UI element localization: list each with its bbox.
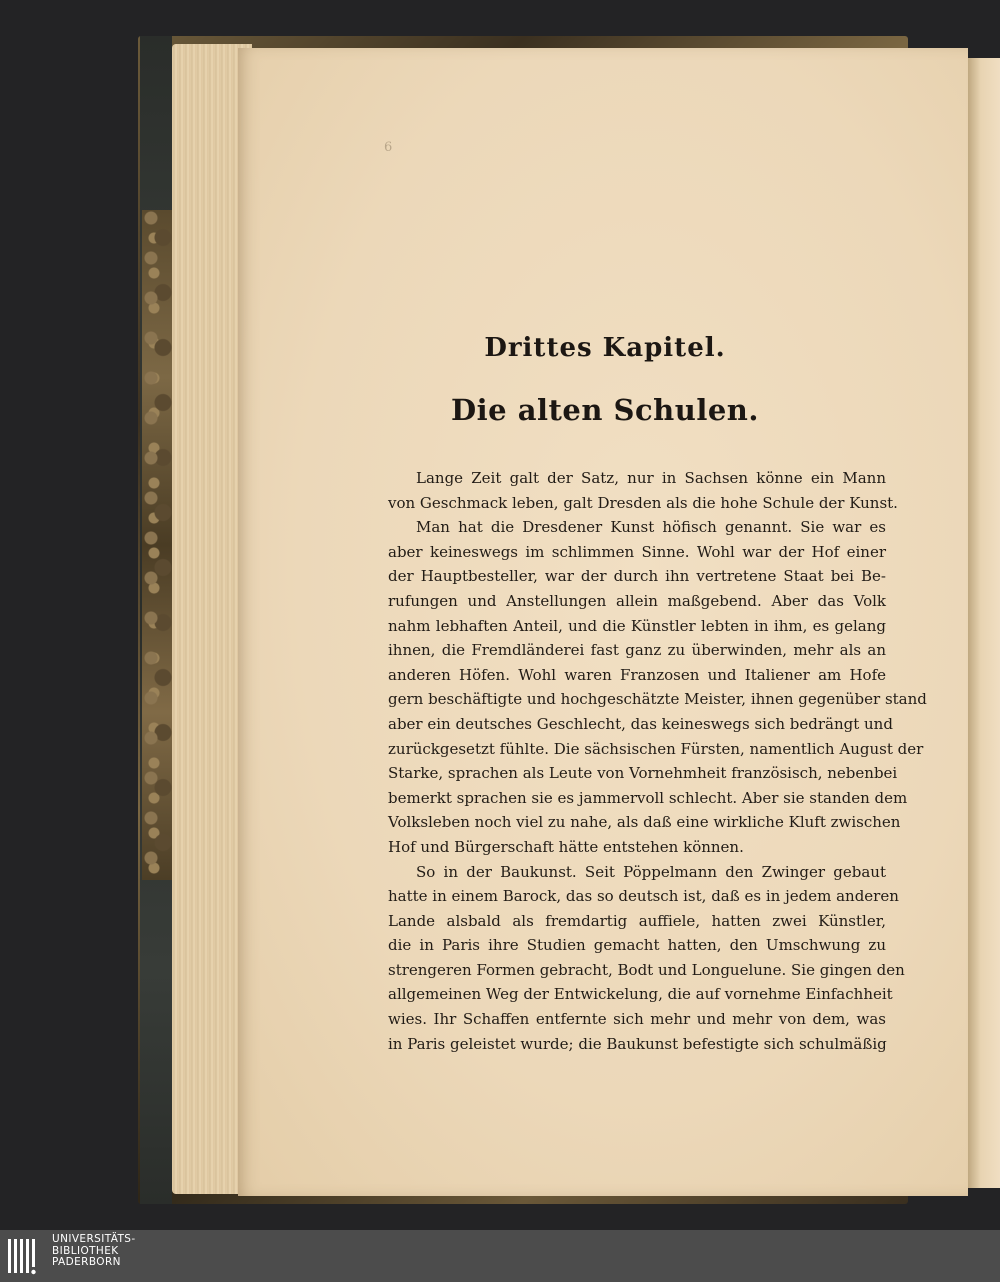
body-text <box>388 466 927 1056</box>
library-name <box>52 1234 136 1269</box>
text-line: allgemeinen Weg der Entwickelung, die auf vornehme Einfachheit <box>388 985 893 1004</box>
text-line: wies. Ihr Schaffen entfernte sich mehr und mehr von dem, was <box>388 1010 886 1029</box>
text-line: ihnen, die Fremdländerei fast ganz zu überwinden, mehr als an <box>388 641 886 660</box>
text-line: hatte in einem Barock, das so deutsch ist, daß es in jedem anderen <box>388 887 899 906</box>
text-line: Lange Zeit galt der Satz, nur in Sachsen könne ein Mann <box>416 469 886 487</box>
text-line: von Geschmack leben, galt Dresden als die hohe Schule der Kunst. <box>388 493 898 512</box>
page-number: 6 <box>384 140 393 155</box>
chapter-title: Die alten Schulen. <box>451 393 759 427</box>
footer-bar <box>0 1230 1000 1282</box>
chapter-label: Drittes Kapitel. <box>484 333 726 363</box>
text-line: in Paris geleistet wurde; die Baukunst befestigte sich schulmäßig <box>388 1034 887 1053</box>
text-line: der Hauptbesteller, war der durch ihn vertretene Staat bei Be- <box>388 567 886 586</box>
marbled-board <box>142 210 172 880</box>
text-line: zurückgesetzt fühlte. Die sächsischen Fürsten, namentlich August der <box>388 739 924 758</box>
text-line: Hof und Bürgerschaft hätte entstehen können. <box>388 837 744 856</box>
library-name-line1: UNIVERSITÄTS- <box>52 1233 136 1245</box>
text-line: gern beschäftigte und hochgeschätzte Meister, ihnen gegenüber stand <box>388 690 927 709</box>
facing-page-edge <box>968 58 1000 1188</box>
text-line: Volksleben noch viel zu nahe, als daß eine wirkliche Kluft zwischen <box>388 813 901 832</box>
library-name-line2: BIBLIOTHEK <box>52 1244 119 1257</box>
text-line: Lande alsbald als fremdartig auffiele, hatten zwei Künstler, <box>388 911 886 930</box>
text-line: Starke, sprachen als Leute von Vornehmheit französisch, nebenbei <box>388 764 898 783</box>
text-line: Man hat die Dresdener Kunst höfisch genannt. Sie war es <box>416 518 886 537</box>
library-logo-icon <box>6 1235 46 1277</box>
text-line: rufungen und Anstellungen allein maßgebend. Aber das Volk <box>388 591 886 610</box>
text-line: strengeren Formen gebracht, Bodt und Longuelune. Sie gingen den <box>388 960 905 979</box>
text-line: aber ein deutsches Geschlecht, das keineswegs sich bedrängt und <box>388 714 893 733</box>
text-line: anderen Höfen. Wohl waren Franzosen und Italiener am Hofe <box>388 665 886 684</box>
library-name-line3: PADERBORN <box>52 1256 121 1268</box>
text-line: nahm lebhaften Anteil, und die Künstler lebten in ihm, es gelang <box>388 616 886 635</box>
text-line: aber keineswegs im schlimmen Sinne. Wohl war der Hof einer <box>388 542 886 561</box>
text-line: die in Paris ihre Studien gemacht hatten, den Umschwung zu <box>388 936 886 955</box>
text-line: So in der Baukunst. Seit Pöppelmann den Zwinger gebaut <box>416 862 886 881</box>
text-line: bemerkt sprachen sie es jammervoll schlecht. Aber sie standen dem <box>388 788 908 807</box>
